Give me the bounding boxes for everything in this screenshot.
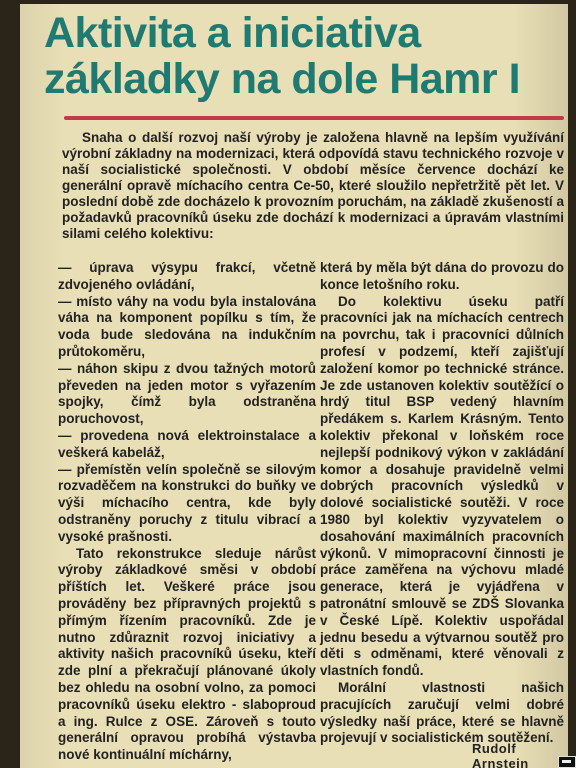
headline-divider [64, 116, 564, 120]
article-intro: Snaha o další rozvoj naší výroby je založena hlavně na lepším využívání výrobní základny na modernizaci, která odpovídá stavu technického rozvoje v naší socialistické společnosti. V období měsíce července dochází ke generální opravě míchacího centra Ce-50, které sloužilo nepřetržitě pět let. V poslední době zde docházelo k provozním poruchám, na základě zkušeností a požadavků pracovníků úseku zde dochází k modernizaci a úpravám vlastními silami celého kolektivu: [62, 130, 564, 241]
left-column [58, 260, 316, 764]
list-item: — přemístěn velín společně se silovým rozvaděčem na konstrukci do buňky ve výši míchacího centra, kde byly odstraněny poruchy z titulu vibrací a vysoké prašnosti. [58, 461, 316, 544]
article-headline [44, 10, 564, 102]
paragraph: Tato rekonstrukce sleduje nárůst výroby základkové směsi v období příštích let. Veškeré práce jsou prováděny bez přípravných projektů s přímým řízením pracovníků. Zde je nutno zdůraznit rozvoj iniciativy a aktivity našich pracovníků úseku, kteří zde plní a překračují plánované úkoly bez ohledu na osobní volno, za pomoci pracovníků úseku elektro - slaboproud a ing. Rulce z OSE. Zároveň s touto generální opravou probíhá výstavba nové kontinuální míchárny, [58, 545, 316, 763]
right-column [320, 260, 564, 747]
author-signature: Rudolf Arnstein [472, 741, 529, 768]
paragraph: Morální vlastnosti našich pracujících zaručují velmi dobré výsledky naší práce, které se hlavně projevují v socialistickém soutěžení. [320, 679, 564, 746]
paragraph: která by měla být dána do provozu do konce letošního roku. [320, 260, 564, 292]
list-item: — náhon skipu z dvou tažných motorů převeden na jeden motor s vyřazením spojky, čímž byla odstraněna poruchovost, [58, 360, 316, 427]
list-item: — místo váhy na vodu byla instalována váha na komponent popílku s tím, že voda bude sledována na indukčním průtokoměru, [58, 293, 316, 359]
newspaper-clipping [20, 4, 568, 768]
headline-line-2: základky na dole Hamr I [44, 55, 521, 103]
fullscreen-icon[interactable] [558, 756, 576, 768]
paragraph: Do kolektivu úseku patří pracovníci jak na míchacích centrech na povrchu, tak i pracovníci důlních profesí v podzemí, kteří zajišťují založení komor po technické stránce. Je zde ustanoven kolektiv soutěžící o hrdý titul BSP vedený hlavním předákem s. Karlem Krásným. Tento kolektiv překonal v loňském roce nejlepší podnikový výkon v zakládání komor a dosahuje pravidelně velmi dobrých pracovních výsledků v dolové socialistické soutěži. V roce 1980 byl kolektiv vyzyvatelem o dosahování maximálních pracovních výkonů. V mimopracovní činnosti je práce zaměřena na výchovu mladé generace, která je vyjádřena v patronátní smlouvě se ZDŠ Slovanka v České Lípě. Kolektiv uspořádal jednu besedu a výtvarnou soutěž pro děti s odměnami, které věnovali z vlastních fondů. [320, 293, 564, 679]
list-item: — provedena nová elektroinstalace a veškerá kabeláž, [58, 427, 316, 460]
list-item: — úprava výsypu frakcí, včetně zdvojeného ovládání, [58, 260, 316, 292]
headline-line-1: Aktivita a iniciativa [44, 9, 421, 57]
